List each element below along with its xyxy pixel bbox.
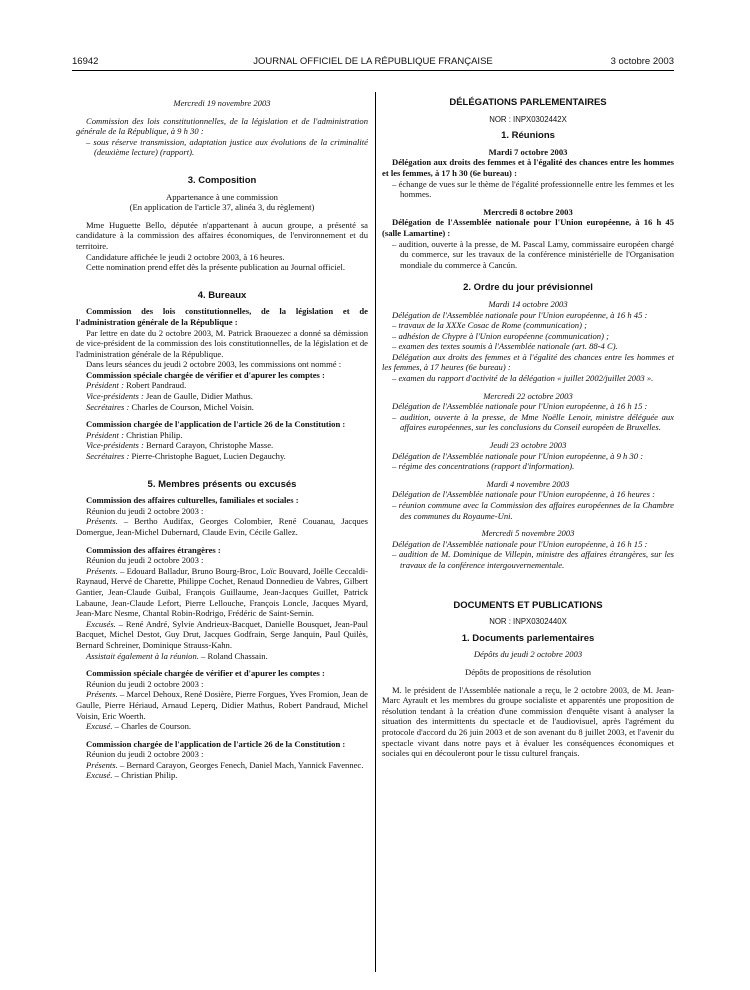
agenda-item: – adhésion de Chypre à l'Union européenne (communication) ; [392,330,609,341]
section-bureaux: 4. Bureaux [197,289,247,301]
agenda-date: Jeudi 23 octobre 2003 [489,440,567,451]
left-column [76,98,368,781]
reunion-date: Mardi 7 octobre 2003 [488,146,568,157]
bureau-member-line: Président : Christian Philip. [86,429,183,440]
header-rule [72,70,674,71]
agenda-date: Mardi 14 octobre 2003 [488,298,568,309]
excuse-line: Excusé. – Charles de Courson. [86,721,192,732]
section-documents-parlementaires: 1. Documents parlementaires [461,632,595,644]
section-membres: 5. Membres présents ou excusés [147,478,297,490]
agenda-commission: Commission des lois constitutionnelles, de la législation et de l'administration générale de la République, à 9 h 30 : [76,115,368,137]
bureaux-commission-comptes: Commission spéciale chargée de vérifier et d'apurer les comptes : [86,369,325,380]
depots-paragraph: M. le président de l'Assemblée nationale a reçu, le 2 octobre 2003, de M. Jean-Marc Ayrault et les membres du groupe socialiste et apparentés une proposition de résolution tendant à la création d'une commission d'enquête visant à analyser la situation des intermittents du spectacle et de l'audiovisuel, après l'agrément du protocole d'accord du 26 juin 2003 et de son avenant du 8 juillet 2003, et l'avenir du spectacle vivant dans notre pays et à évaluer les conséquences économiques et sociales qui en découleront pour le tissu culturel français. [382,684,674,759]
depots-date: Dépôts du jeudi 2 octobre 2003 [473,649,583,660]
bureau-member-line: Vice-présidents : Jean de Gaulle, Didier Mathus. [86,391,253,402]
depots-title: Dépôts de propositions de résolution [464,666,592,677]
agenda-date: Mercredi 22 octobre 2003 [483,390,573,401]
bureau-member-line: Vice-présidents : Bernard Carayon, Christophe Masse. [86,440,274,451]
agenda-date: Mardi 4 novembre 2003 [486,478,570,489]
membres-commission-article26: Commission chargée de l'application de l'article 26 de la Constitution : [86,738,346,749]
composition-reference: (En application de l'article 37, alinéa 3, du règlement) [129,202,315,213]
bureaux-paragraph: Par lettre en date du 2 octobre 2003, M. Patrick Braouezec a donné sa démission de vice-président de la commission des lois constitutionnelles, de la législation et de l'administration générale de la République. [76,327,368,359]
delegation-heading: Délégation de l'Assemblée nationale pour l'Union européenne, à 16 h 15 : [392,538,648,549]
agenda-item: – examen des textes soumis à l'Assemblée nationale (art. 88-4 C). [392,341,618,352]
agenda-date: Mercredi 19 novembre 2003 [173,98,271,108]
bureau-member-line: Président : Robert Pandraud. [86,380,187,391]
bureaux-commission-article26: Commission chargée de l'application de l'article 26 de la Constitution : [86,419,346,430]
agenda-item: – régime des concentrations (rapport d'information). [392,461,575,472]
agenda-item: – audition de M. Dominique de Villepin, ministre des affaires étrangères, sur les travaux de la conférence intergouvernementale. [392,549,674,570]
column-divider [375,92,376,972]
presents-list: Présents. – Marcel Dehoux, René Dosière, Pierre Forgues, Yves Fromion, Jean de Gaulle, Pierre Hériaud, Arnaud Leperq, Didier Mathus, Robert Pandraud, Michel Voisin, Eric Woerth. [76,689,368,721]
nomination-paragraph: Cette nomination prend effet dès la présente publication au Journal officiel. [86,262,346,273]
agenda-item: – sous réserve transmission, adaptation justice aux évolutions de la criminalité (deuxième lecture) (rapport). [86,136,368,158]
section-reunions: 1. Réunions [501,130,555,142]
candidature-paragraph: Candidature affichée le jeudi 2 octobre 2003, à 16 heures. [86,251,285,262]
nor-reference: NOR : INPX0302440X [489,617,567,627]
delegation-heading: Délégation de l'Assemblée nationale pour l'Union européenne, à 16 heures : [392,489,655,500]
documents-title: DOCUMENTS ET PUBLICATIONS [453,599,603,611]
bureau-member-line: Secrétaires : Pierre-Christophe Baguet, Lucien Degauchy. [86,451,286,462]
assistait-line: Assistait également à la réunion. – Roland Chassain. [86,650,268,661]
bureau-member-line: Secrétaires : Charles de Courson, Michel Voisin. [86,401,254,412]
presents-list: Présents. – Bertho Audifax, Georges Colombier, René Couanau, Jacques Domergue, Jean-Michel Dubernard, Claude Evin, Cécile Gallez. [76,516,368,537]
excuse-line: Excusé. – Christian Philip. [86,770,178,781]
delegation-heading: Délégation de l'Assemblée nationale pour l'Union européenne, à 16 h 15 : [392,401,648,412]
reunion-line: Réunion du jeudi 2 octobre 2003 : [86,749,204,760]
reunion-line: Réunion du jeudi 2 octobre 2003 : [86,505,204,516]
composition-subtitle: Appartenance à une commission [166,191,278,202]
right-column [382,98,674,759]
membres-commission-etrangeres: Commission des affaires étrangères : [86,544,221,555]
agenda-item: – échange de vues sur le thème de l'égalité professionnelle entre les femmes et les hommes. [392,178,674,200]
presents-list: Présents. – Edouard Balladur, Bruno Bourg-Broc, Loïc Bouvard, Joëlle Ceccaldi-Raynaud, Hervé de Charette, Philippe Cochet, Renaud Donnedieu de Vabres, Gilbert Gantier, Jean-Claude Guibal, François Guillaume, Jean-Jacques Guillet, Patrick Labaune, Jean-Claude Lefort, Pierre Lellouche, François Loncle, Jacques Myard, Jean-Marc Nesme, Chantal Robin-Rodrigo, Frédéric de Saint-Sernin. [76,565,368,619]
excuses-list: Excusés. – René André, Sylvie Andrieux-Bacquet, Danielle Bousquet, Jean-Paul Bacquet, Michel Destot, Guy Drut, Jacques Godfrain, Serge Janquin, Paul Quilès, Bernard Schreiner, Dominique Strauss-Kahn. [76,618,368,650]
bureaux-commission-lois: Commission des lois constitutionnelles, de la législation et de l'administration générale de la République : [76,306,368,327]
agenda-date: Mercredi 5 novembre 2003 [481,528,575,539]
journal-title: JOURNAL OFFICIEL DE LA RÉPUBLIQUE FRANÇAISE [253,56,493,67]
section-composition: 3. Composition [187,174,257,186]
agenda-item: – travaux de la XXXe Cosac de Rome (communication) ; [392,320,587,331]
issue-date: 3 octobre 2003 [610,56,674,67]
delegation-heading: Délégation de l'Assemblée nationale pour l'Union européenne, à 16 h 45 : [392,309,648,320]
membres-commission-culturelles: Commission des affaires culturelles, familiales et sociales : [86,495,299,506]
nor-reference: NOR : INPX0302442X [489,114,567,124]
delegation-heading: Délégation de l'Assemblée nationale pour l'Union européenne, à 9 h 30 : [392,450,644,461]
agenda-item: – réunion commune avec la Commission des affaires européennes de la Chambre des communes du Royaume-Uni. [392,500,674,521]
composition-paragraph: Mme Huguette Bello, députée n'appartenant à aucun groupe, a présenté sa candidature à la commission des affaires économiques, de l'environnement et du territoire. [76,219,368,251]
membres-commission-comptes: Commission spéciale chargée de vérifier et d'apurer les comptes : [86,668,325,679]
section-ordre-du-jour: 2. Ordre du jour prévisionnel [463,282,593,294]
reunion-line: Réunion du jeudi 2 octobre 2003 : [86,678,204,689]
delegation-heading: Délégation aux droits des femmes et à l'égalité des chances entre les hommes et les femmes, à 17 heures (6e bureau) : [382,351,674,373]
delegation-heading: Délégation de l'Assemblée nationale pour l'Union européenne, à 16 h 45 (salle Lamartine) : [382,217,674,238]
agenda-item: – audition, ouverte à la presse, de Mme Noëlle Lenoir, ministre déléguée aux affaires européennes, sur les conclusions du Conseil européen de Bruxelles. [392,411,674,433]
page-number: 16942 [72,56,99,67]
agenda-item: – examen du rapport d'activité de la délégation « juillet 2002/juillet 2003 ». [392,373,654,384]
reunion-date: Mercredi 8 octobre 2003 [483,206,573,217]
delegations-title: DÉLÉGATIONS PARLEMENTAIRES [449,97,607,108]
agenda-item: – audition, ouverte à la presse, de M. Pascal Lamy, commissaire européen chargé du commerce, sur les travaux de la conférence ministérielle de l'Organisation mondiale du commerce à Cancún. [392,238,674,270]
presents-list: Présents. – Bernard Carayon, Georges Fenech, Daniel Mach, Yannick Favennec. [86,759,364,770]
bureaux-paragraph: Dans leurs séances du jeudi 2 octobre 2003, les commissions ont nommé : [86,359,342,370]
reunion-line: Réunion du jeudi 2 octobre 2003 : [86,555,204,566]
delegation-heading: Délégation aux droits des femmes et à l'égalité des chances entre les hommes et les femmes, à 17 h 30 (6e bureau) : [382,157,674,178]
page-header [72,56,674,70]
